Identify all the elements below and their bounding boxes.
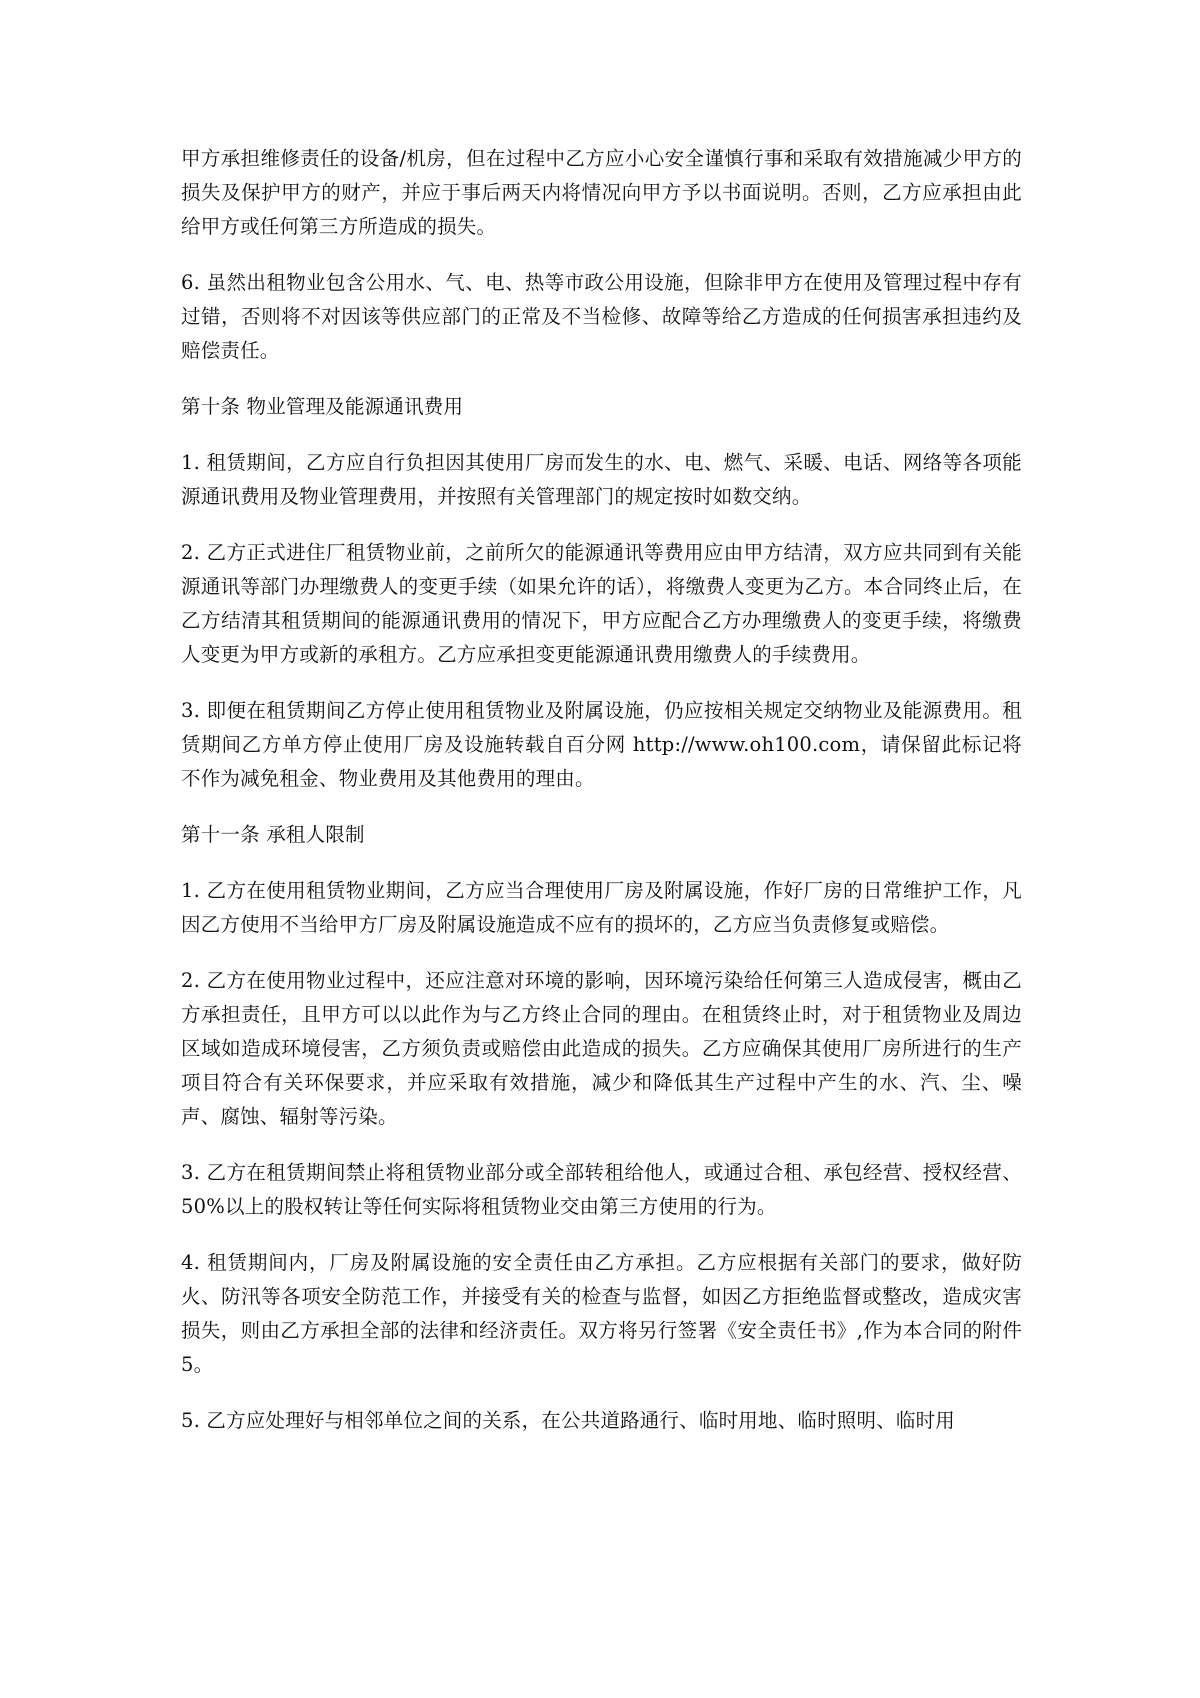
paragraph-article-10-clause-2: 2. 乙方正式进住厂租赁物业前，之前所欠的能源通讯等费用应由甲方结清，双方应共同到有关能源通讯等部门办理缴费人的变更手续（如果允许的话），将缴费人变更为乙方。本合同终止后，在乙方结清其租赁期间的能源通讯费用的情况下，甲方应配合乙方办理缴费人的变更手续，将缴费人变更为甲方或新的承租方。乙方应承担变更能源通讯费用缴费人的手续费用。 [181,541,1022,666]
paragraph-article-10-clause-1: 1. 租赁期间，乙方应自行负担因其使用厂房而发生的水、电、燃气、采暖、电话、网络等各项能源通讯费用及物业管理费用，并按照有关管理部门的规定按时如数交纳。 [181,451,1022,508]
paragraph-article-11-clause-2: 2. 乙方在使用物业过程中，还应注意对环境的影响，因环境污染给任何第三人造成侵害，概由乙方承担责任，且甲方可以以此作为与乙方终止合同的理由。在租赁终止时，对于租赁物业及周边区域如造成环境侵害，乙方须负责或赔偿由此造成的损失。乙方应确保其使用厂房所进行的生产项目符合有关环保要求，并应采取有效措施，减少和降低其生产过程中产生的水、汽、尘、噪声、腐蚀、辐射等污染。 [181,969,1022,1128]
paragraph-article-11-clause-1: 1. 乙方在使用租赁物业期间，乙方应当合理使用厂房及附属设施，作好厂房的日常维护工作，凡因乙方使用不当给甲方厂房及附属设施造成不应有的损坏的，乙方应当负责修复或赔偿。 [181,879,1022,936]
paragraph-article-10-clause-3: 3. 即便在租赁期间乙方停止使用租赁物业及附属设施，仍应按相关规定交纳物业及能源费用。租赁期间乙方单方停止使用厂房及设施转载自百分网 http://www.oh100.com，请保留此标记将不作为减免租金、物业费用及其他费用的理由。 [181,699,1022,790]
paragraph-article-11-clause-4: 4. 租赁期间内，厂房及附属设施的安全责任由乙方承担。乙方应根据有关部门的要求，做好防火、防汛等各项安全防范工作，并接受有关的检查与监督，如因乙方拒绝监督或整改，造成灾害损失，则由乙方承担全部的法律和经济责任。双方将另行签署《安全责任书》,作为本合同的附件 5。 [181,1251,1022,1376]
paragraph-article-11-clause-5: 5. 乙方应处理好与相邻单位之间的关系，在公共道路通行、临时用地、临时照明、临时用 [181,1409,956,1432]
heading-article-10: 第十条 物业管理及能源通讯费用 [181,395,464,418]
paragraph-article-11-clause-3: 3. 乙方在租赁期间禁止将租赁物业部分或全部转租给他人，或通过合租、承包经营、授权经营、50%以上的股权转让等任何实际将租赁物业交由第三方使用的行为。 [181,1161,1022,1218]
paragraph-clause-6-utilities: 6. 虽然出租物业包含公用水、气、电、热等市政公用设施，但除非甲方在使用及管理过程中存有过错，否则将不对因该等供应部门的正常及不当检修、故障等给乙方造成的任何损害承担违约及赔偿责任。 [181,271,1022,362]
paragraph-maintenance-responsibility: 甲方承担维修责任的设备/机房，但在过程中乙方应小心安全谨慎行事和采取有效措施减少甲方的损失及保护甲方的财产，并应于事后两天内将情况向甲方予以书面说明。否则，乙方应承担由此给甲方或任何第三方所造成的损失。 [181,147,1022,238]
heading-article-11: 第十一条 承租人限制 [181,823,365,846]
